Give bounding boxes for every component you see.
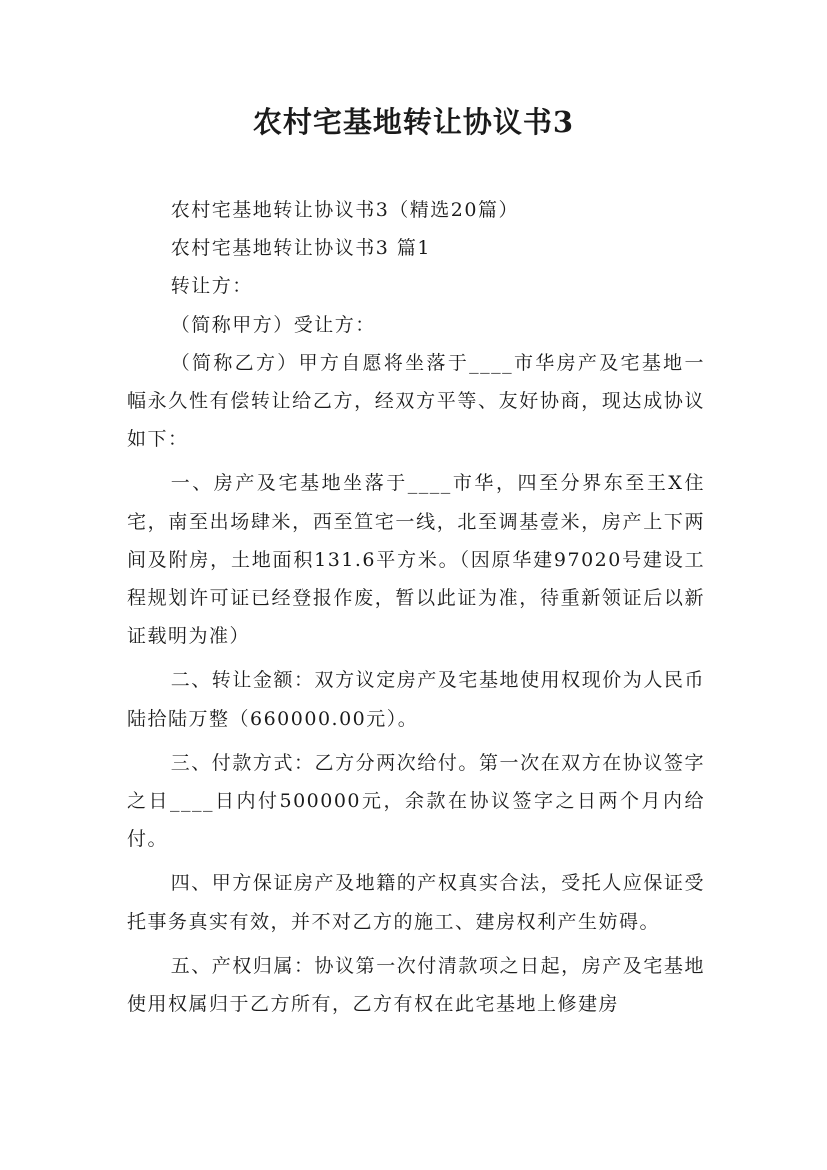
clause-1-location: 一、房产及宅基地坐落于____市华，四至分界东至王X住宅，南至出场肆米，西至笪宅一线，北至调基壹米，房产上下两间及附房，土地面积131.6平方米。（因原华建97020号建设工程规划许可证已经登报作废，暂以此证为准，待重新领证后以新证载明为准） [127,472,705,648]
clause-3-payment: 三、付款方式：乙方分两次给付。第一次在双方在协议签字之日____日内付500000元，余款在协议签字之日两个月内给付。 [127,751,705,851]
clause-5-ownership: 五、产权归属：协议第一次付清款项之日起，房产及宅基地使用权属归于乙方所有，乙方有权在此宅基地上修建房 [127,954,705,1016]
document-body [127,191,705,1023]
subtitle-paragraph: 农村宅基地转让协议书3（精选20篇） [170,199,519,221]
intro-paragraph: （简称乙方）甲方自愿将坐落于____市华房产及宅基地一幅永久性有偿转让给乙方，经双方平等、友好协商，现达成协议如下： [127,351,705,451]
clause-4-guarantee: 四、甲方保证房产及地籍的产权真实合法，受托人应保证受托事务真实有效，并不对乙方的施工、建房权利产生妨碍。 [127,872,705,933]
section-heading: 农村宅基地转让协议书3 篇1 [170,237,431,260]
document-title: 农村宅基地转让协议书3 [252,105,575,139]
transferor-line: 转让方： [170,275,253,298]
clause-2-amount: 二、转让金额：双方议定房产及宅基地使用权现价为人民币陆拾陆万整（660000.00元）。 [127,669,705,730]
transferee-line: （简称甲方）受让方： [170,313,376,336]
